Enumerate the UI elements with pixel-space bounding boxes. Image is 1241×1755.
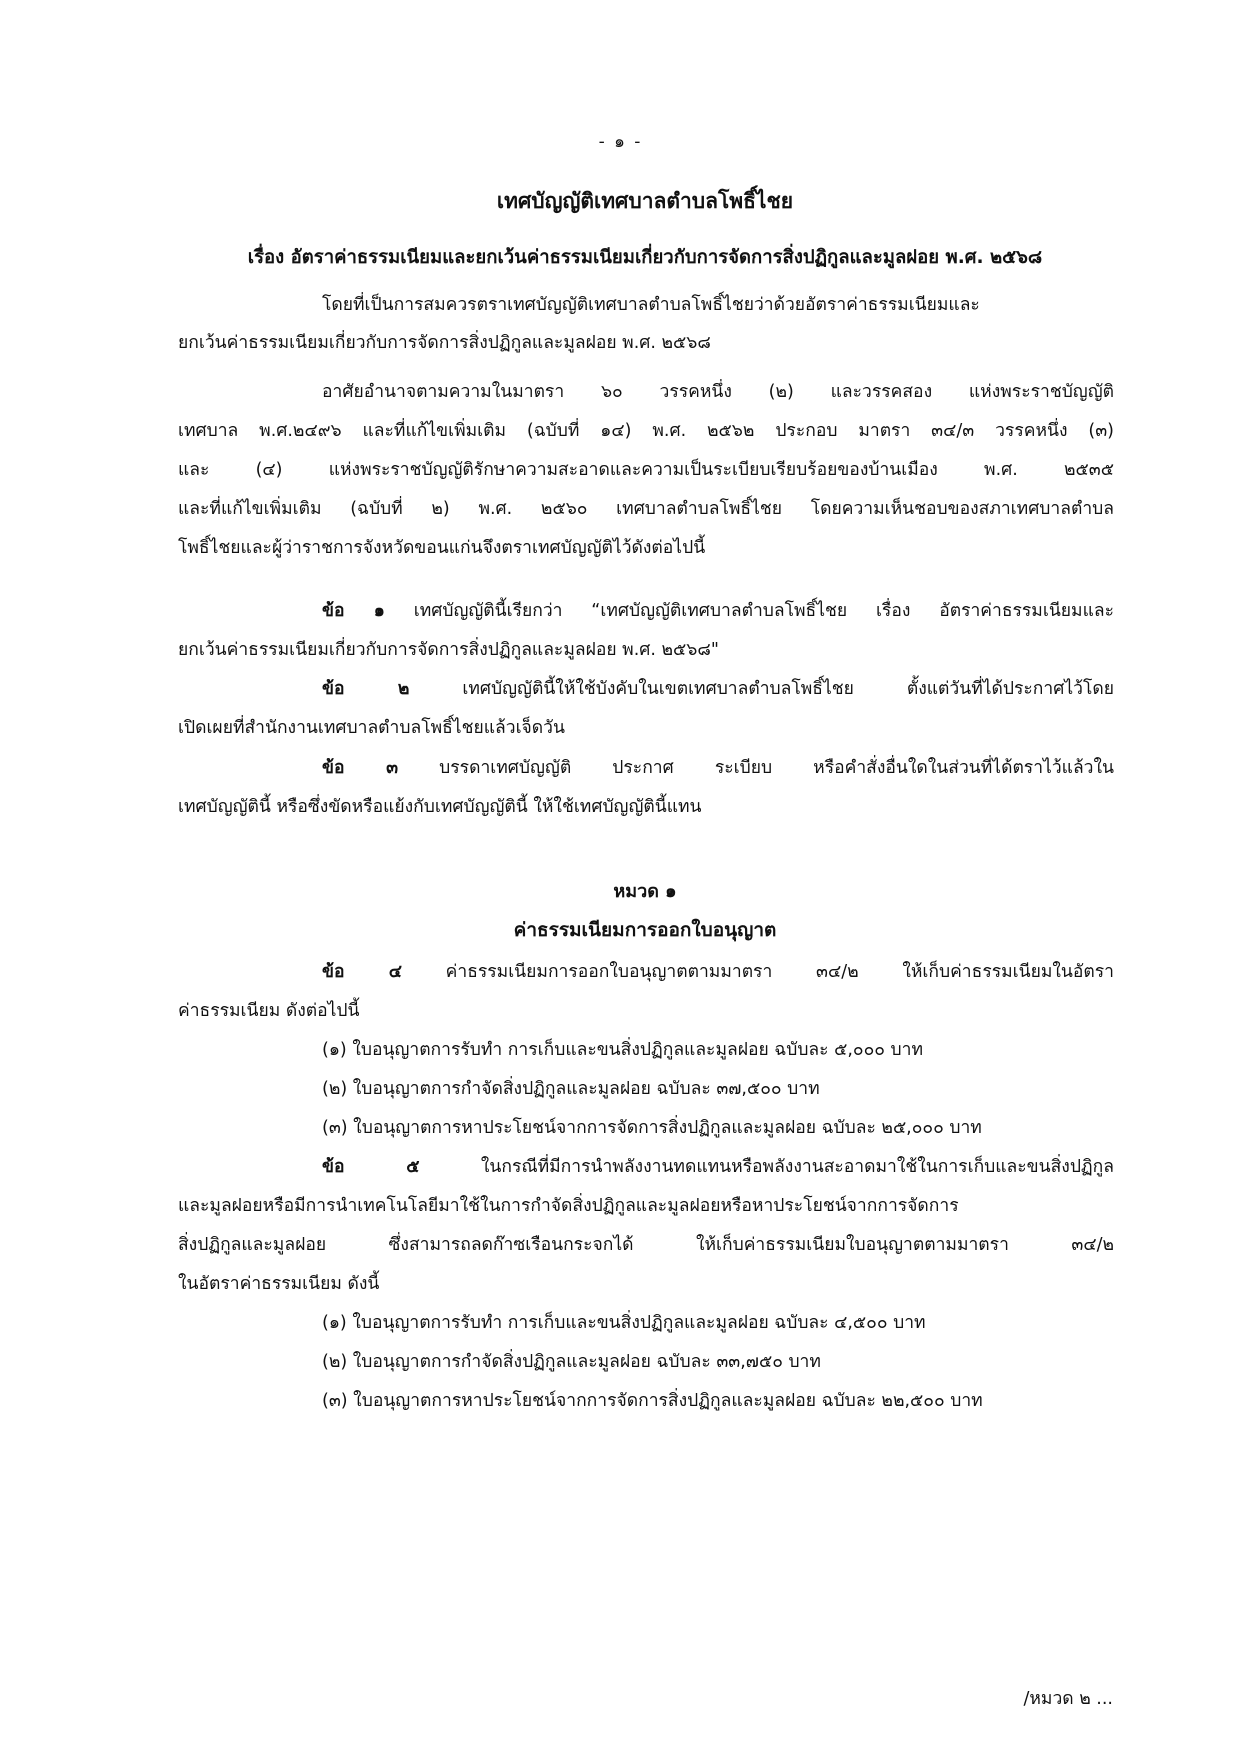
clause-1-line: ยกเว้นค่าธรรมเนียมเกี่ยวกับการจัดการสิ่งปฏิกูลและมูลฝอย พ.ศ. ๒๕๖๘" [178,640,719,660]
document-title: เทศบัญญัติเทศบาลตำบลโพธิ์ไชย [496,189,794,213]
fee-item: (๒) ใบอนุญาตการกำจัดสิ่งปฏิกูลและมูลฝอย ฉบับละ ๓๓,๗๕๐ บาท [322,1352,821,1372]
chapter-title: ค่าธรรมเนียมการออกใบอนุญาต [513,919,777,941]
clause-5-line: ในอัตราค่าธรรมเนียม ดังนี้ [178,1274,380,1294]
clause-number: ข้อ ๕ [322,1157,420,1177]
page-number: - ๑ - [598,132,643,152]
preamble-line: เทศบาล พ.ศ.๒๔๙๖ และที่แก้ไขเพิ่มเติม (ฉบับที่ ๑๔) พ.ศ. ๒๕๖๒ ประกอบ มาตรา ๓๔/๓ วรรคหนึ่ง (๓) [178,421,1114,441]
clause-4-line: ค่าธรรมเนียม ดังต่อไปนี้ [178,1001,360,1021]
clause-number: ข้อ ๒ [322,679,410,699]
clause-text: เทศบัญญัตินี้ให้ใช้บังคับในเขตเทศบาลตำบลโพธิ์ไชย ตั้งแต่วันที่ได้ประกาศไว้โดย [409,679,1114,699]
clause-text: เทศบัญญัตินี้เรียกว่า “เทศบัญญัติเทศบาลตำบลโพธิ์ไชย เรื่อง อัตราค่าธรรมเนียมและ [384,601,1114,621]
clause-number: ข้อ ๓ [322,758,399,778]
clause-2-line: เปิดเผยที่สำนักงานเทศบาลตำบลโพธิ์ไชยแล้วเจ็ดวัน [178,718,565,738]
preamble-line: โพธิ์ไชยและผู้ว่าราชการจังหวัดขอนแก่นจึงตราเทศบัญญัติไว้ดังต่อไปนี้ [178,538,706,558]
preamble-line: โดยที่เป็นการสมควรตราเทศบัญญัติเทศบาลตำบลโพธิ์ไชยว่าด้วยอัตราค่าธรรมเนียมและ [322,295,980,315]
clause-2-line [322,677,1114,701]
preamble-line: ยกเว้นค่าธรรมเนียมเกี่ยวกับการจัดการสิ่งปฏิกูลและมูลฝอย พ.ศ. ๒๕๖๘ [178,333,711,353]
document-subject: เรื่อง อัตราค่าธรรมเนียมและยกเว้นค่าธรรมเนียมเกี่ยวกับการจัดการสิ่งปฏิกูลและมูลฝอย พ.ศ. ๒๕๖๘ [247,247,1043,268]
fee-item: (๑) ใบอนุญาตการรับทำ การเก็บและขนสิ่งปฏิกูลและมูลฝอย ฉบับละ ๕,๐๐๐ บาท [322,1040,923,1060]
clause-1-line [322,599,1114,623]
preamble-line: และ (๔) แห่งพระราชบัญญัติรักษาความสะอาดและความเป็นระเบียบเรียบร้อยของบ้านเมือง พ.ศ. ๒๕๓๕ [178,460,1114,480]
clause-number: ข้อ ๔ [322,962,402,982]
clause-number: ข้อ ๑ [322,601,385,621]
clause-text: บรรดาเทศบัญญัติ ประกาศ ระเบียบ หรือคำสั่งอื่นใดในส่วนที่ได้ตราไว้แล้วใน [398,758,1114,778]
preamble-line: และที่แก้ไขเพิ่มเติม (ฉบับที่ ๒) พ.ศ. ๒๕๖๐ เทศบาลตำบลโพธิ์ไชย โดยความเห็นชอบของสภาเทศบาลตำบล [178,499,1114,519]
fee-item: (๑) ใบอนุญาตการรับทำ การเก็บและขนสิ่งปฏิกูลและมูลฝอย ฉบับละ ๔,๕๐๐ บาท [322,1313,926,1333]
clause-text: ค่าธรรมเนียมการออกใบอนุญาตตามมาตรา ๓๔/๒ ให้เก็บค่าธรรมเนียมในอัตรา [401,962,1114,982]
clause-5-line: สิ่งปฏิกูลและมูลฝอย ซึ่งสามารถลดก๊าซเรือนกระจกได้ ให้เก็บค่าธรรมเนียมใบอนุญาตตามมาตรา ๓๔/๒ [178,1235,1114,1255]
page-continuation: /หมวด ๒ ... [1023,1689,1113,1709]
clause-5-line: และมูลฝอยหรือมีการนำเทคโนโลยีมาใช้ในการกำจัดสิ่งปฏิกูลและมูลฝอยหรือหาประโยชน์จากการจัดการ [178,1196,959,1216]
clause-4-line [322,960,1114,984]
fee-item: (๒) ใบอนุญาตการกำจัดสิ่งปฏิกูลและมูลฝอย ฉบับละ ๓๗,๕๐๐ บาท [322,1079,820,1099]
chapter-label: หมวด ๑ [613,881,677,902]
clause-3-line [322,756,1114,780]
preamble-line: อาศัยอำนาจตามความในมาตรา ๖๐ วรรคหนึ่ง (๒) และวรรคสอง แห่งพระราชบัญญัติ [322,382,1114,402]
fee-item: (๓) ใบอนุญาตการหาประโยชน์จากการจัดการสิ่งปฏิกูลและมูลฝอย ฉบับละ ๒๕,๐๐๐ บาท [322,1118,982,1138]
fee-item: (๓) ใบอนุญาตการหาประโยชน์จากการจัดการสิ่งปฏิกูลและมูลฝอย ฉบับละ ๒๒,๕๐๐ บาท [322,1391,983,1411]
clause-5-line [322,1155,1114,1179]
clause-text: ในกรณีที่มีการนำพลังงานทดแทนหรือพลังงานสะอาดมาใช้ในการเก็บและขนสิ่งปฏิกูล [419,1157,1115,1177]
clause-3-line: เทศบัญญัตินี้ หรือซึ่งขัดหรือแย้งกับเทศบัญญัตินี้ ให้ใช้เทศบัญญัตินี้แทน [178,797,702,817]
